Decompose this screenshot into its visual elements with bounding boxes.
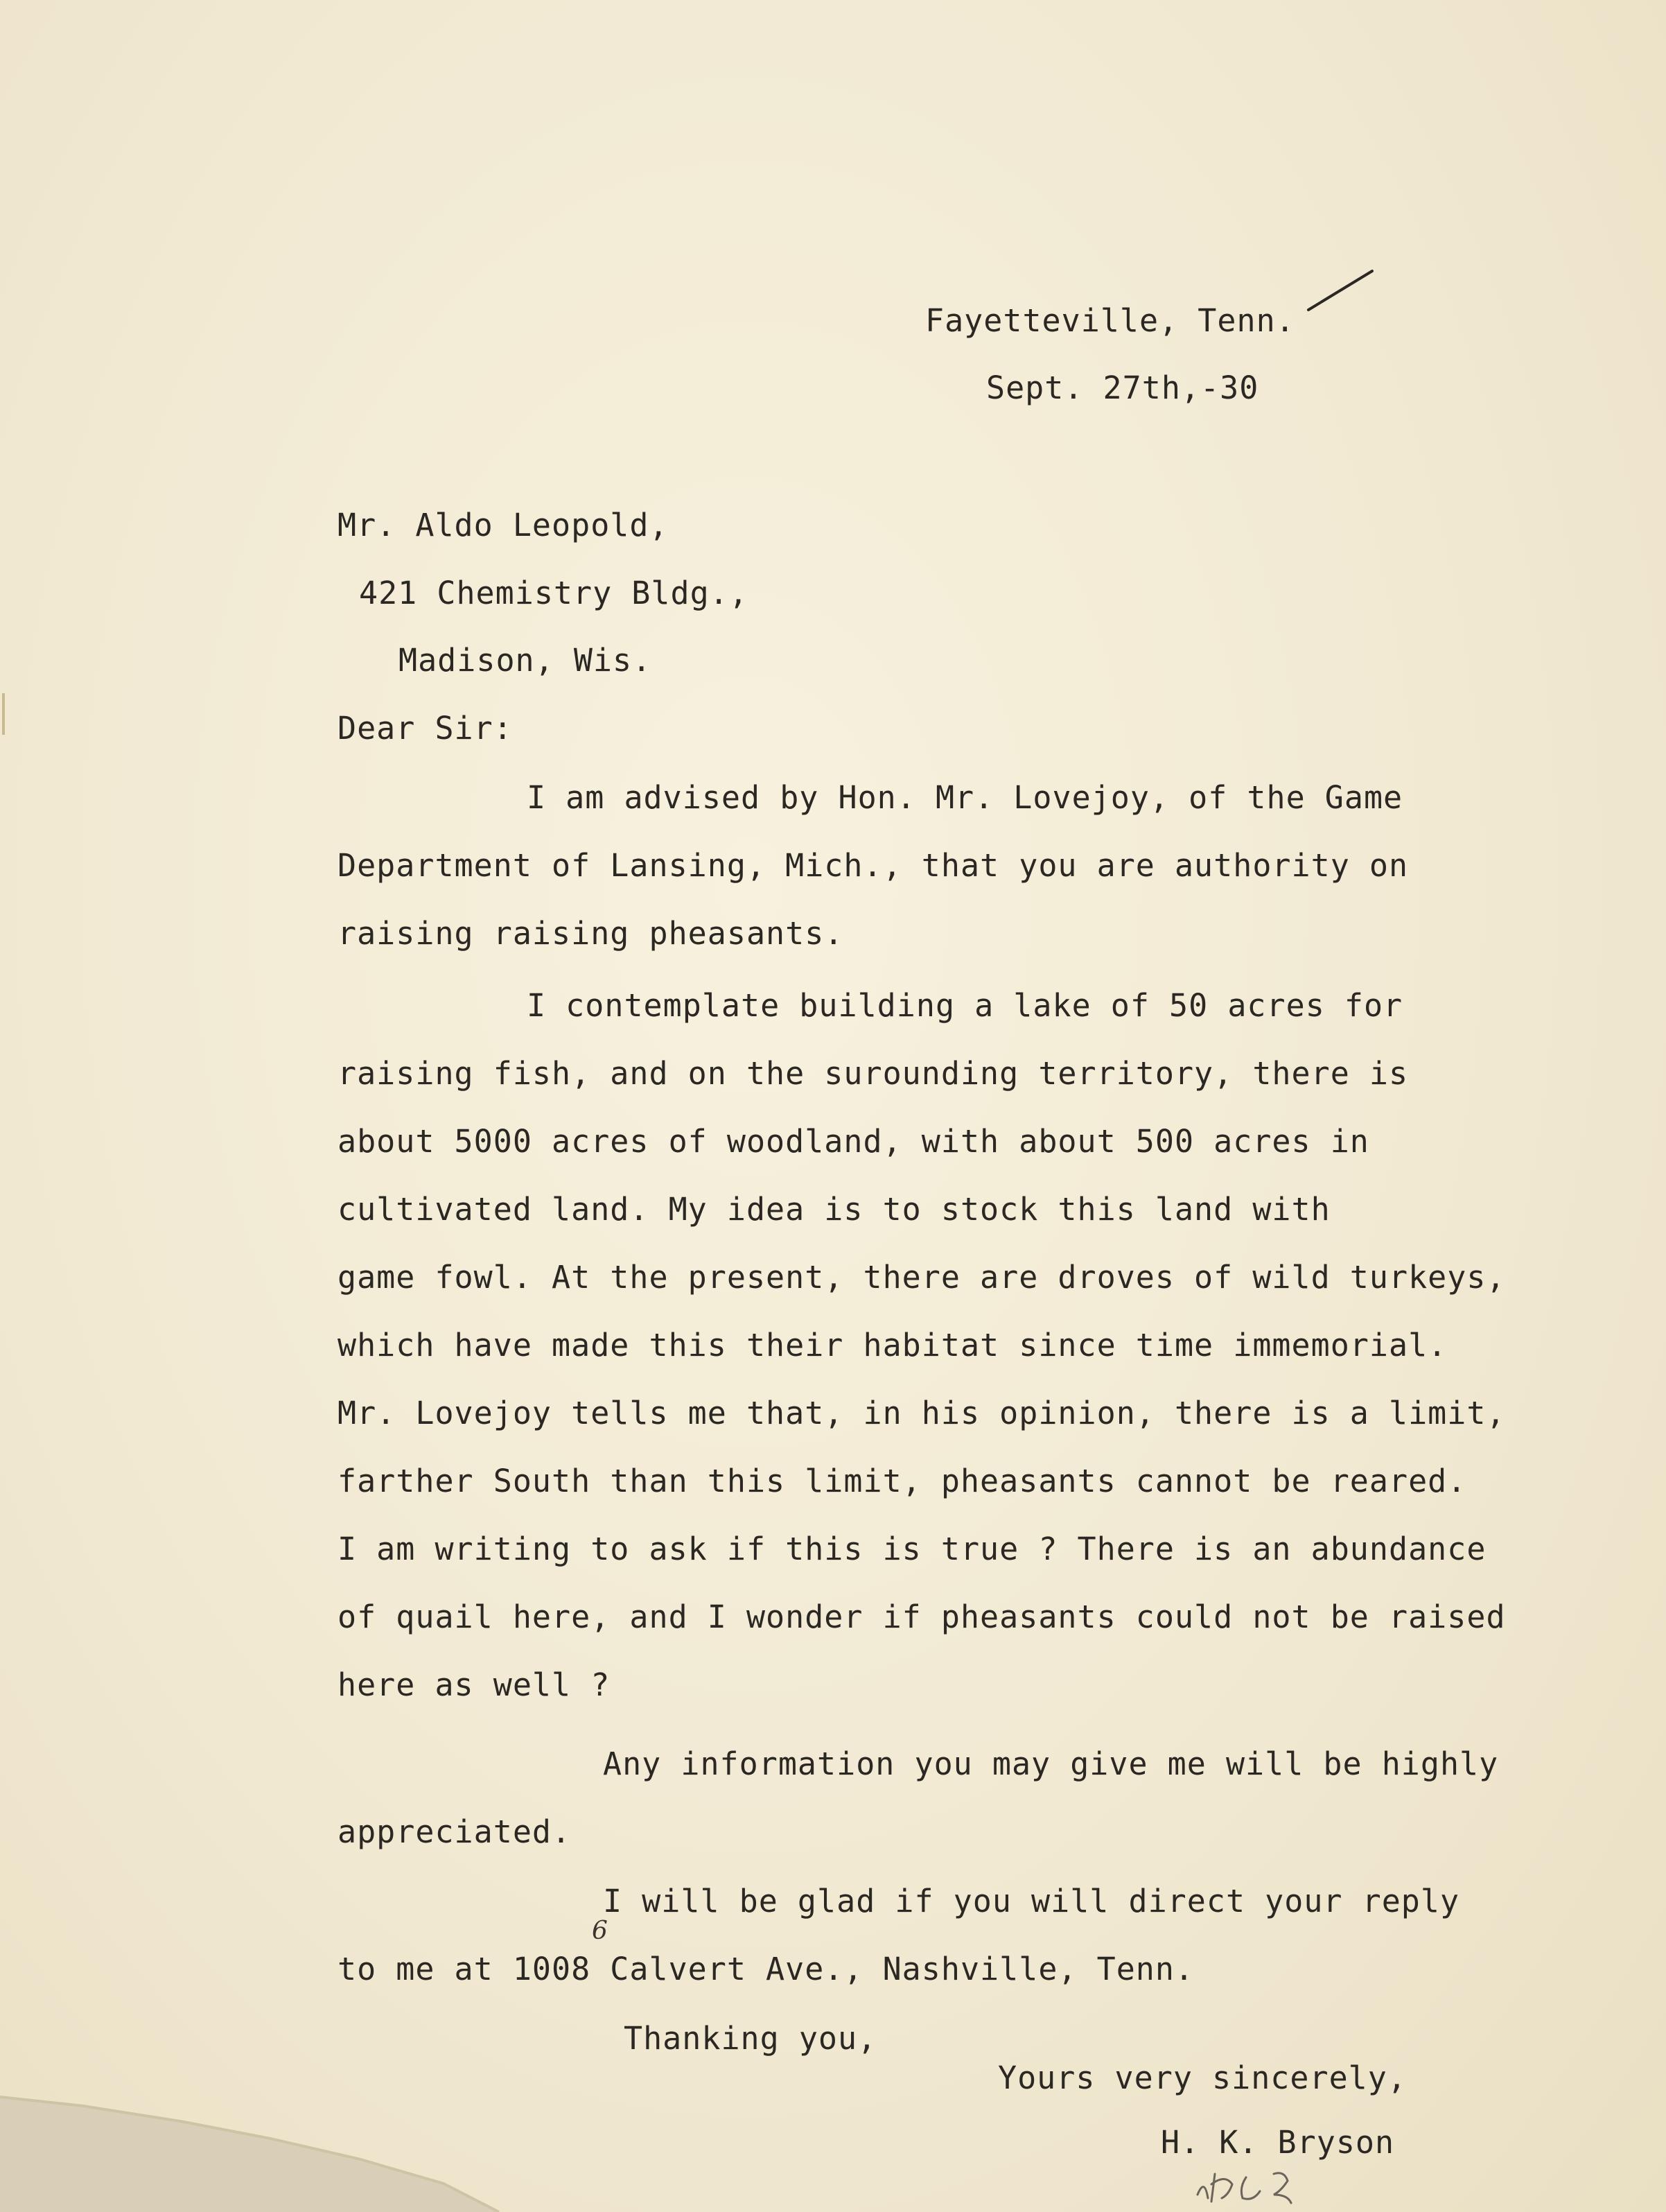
- body-line-16: appreciated.: [337, 1813, 572, 1850]
- salutation: Dear Sir:: [337, 710, 513, 747]
- body-line-10: Mr. Lovejoy tells me that, in his opinion, there is a limit,: [337, 1395, 1506, 1431]
- body-line-14: here as well ?: [337, 1666, 611, 1703]
- body-line-6: about 5000 acres of woodland, with about 500 acres in: [337, 1123, 1369, 1160]
- body-line-15: Any information you may give me will be highly: [603, 1745, 1499, 1782]
- body-line-3: raising raising pheasants.: [337, 915, 844, 952]
- date-line: Sept. 27th,-30: [986, 369, 1259, 406]
- body-line-18: to me at 1008 Calvert Ave., Nashville, Tenn.: [337, 1951, 1195, 1987]
- body-line-5: raising fish, and on the surounding territory, there is: [337, 1055, 1409, 1092]
- recipient-address: 421 Chemistry Bldg.,: [359, 575, 748, 611]
- closing: Yours very sincerely,: [998, 2059, 1407, 2096]
- signer-name: H. K. Bryson: [1161, 2124, 1395, 2161]
- body-line-13: of quail here, and I wonder if pheasants could not be raised: [337, 1599, 1506, 1635]
- body-line-11: farther South than this limit, pheasants cannot be reared.: [337, 1463, 1467, 1499]
- recipient-name: Mr. Aldo Leopold,: [337, 507, 669, 543]
- body-line-8: game fowl. At the present, there are droves of wild turkeys,: [337, 1259, 1506, 1296]
- handwritten-signature: [1191, 2160, 1364, 2209]
- handwritten-correction: 6: [592, 1917, 608, 1945]
- body-line-9: which have made this their habitat since time immemorial.: [337, 1327, 1448, 1364]
- check-mark: [1303, 267, 1379, 315]
- body-line-4: I contemplate building a lake of 50 acres for: [527, 987, 1403, 1024]
- body-line-17: I will be glad if you will direct your reply: [603, 1883, 1460, 1919]
- place-line: Fayetteville, Tenn.: [925, 302, 1295, 339]
- recipient-city: Madison, Wis.: [398, 642, 652, 679]
- closing-thanks: Thanking you,: [624, 2020, 877, 2057]
- body-line-2: Department of Lansing, Mich., that you are authority on: [337, 847, 1409, 884]
- body-line-1: I am advised by Hon. Mr. Lovejoy, of the Game: [527, 779, 1403, 816]
- body-line-7: cultivated land. My idea is to stock this land with: [337, 1191, 1331, 1228]
- body-line-12: I am writing to ask if this is true ? There is an abundance: [337, 1531, 1487, 1567]
